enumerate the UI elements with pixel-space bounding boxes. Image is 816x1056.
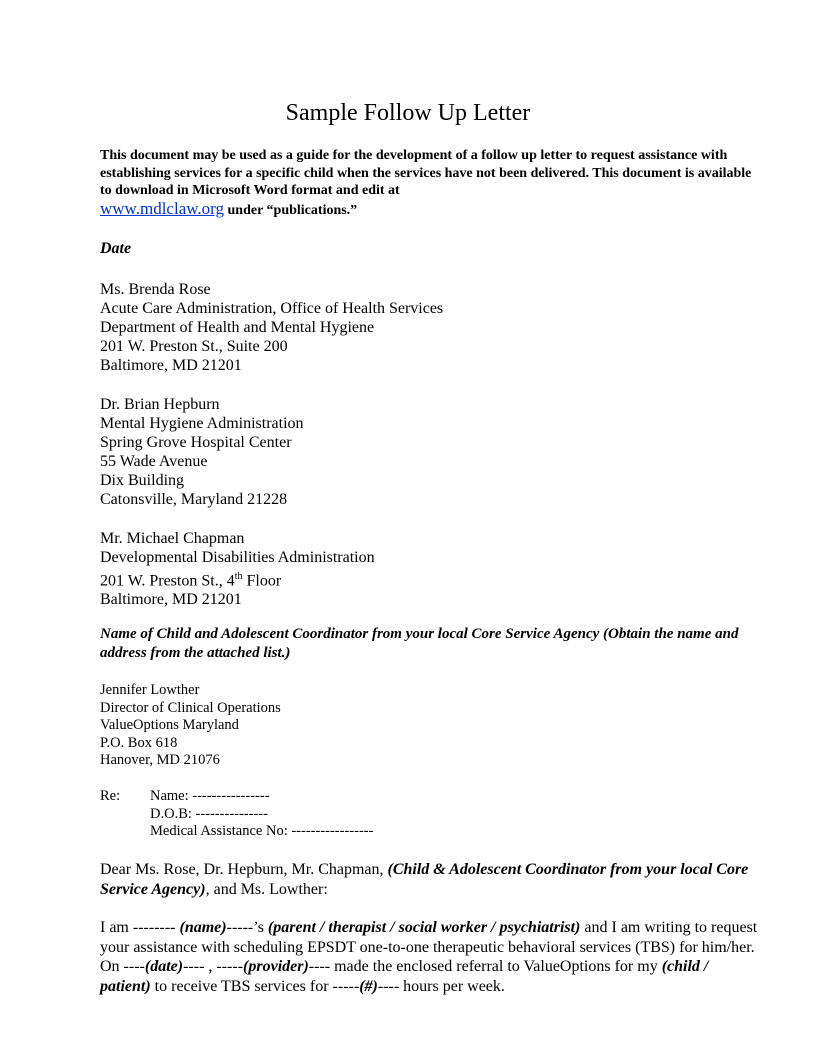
salutation: Dear Ms. Rose, Dr. Hepburn, Mr. Chapman, (Child & Adolescent Coordinator from your local Core Service Agency), and Ms. Lowther: <box>100 861 749 898</box>
page-title: Sample Follow Up Letter <box>285 100 531 126</box>
re-fields <box>150 788 373 841</box>
address-line: Jennifer Lowther <box>100 682 200 698</box>
recipient-line: Mental Hygiene Administration <box>100 415 304 432</box>
address-line: P.O. Box 618 <box>100 734 178 751</box>
address-line: Hanover, MD 21076 <box>100 752 220 769</box>
recipient-line: Developmental Disabilities Administration <box>100 549 375 566</box>
recipient-line: Spring Grove Hospital Center <box>100 434 292 451</box>
re-line: Name: ---------------- <box>150 788 270 804</box>
recipient-line: Department of Health and Mental Hygiene <box>100 319 375 336</box>
re-label: Re: <box>100 788 121 804</box>
re-line: Medical Assistance No: ----------------- <box>150 823 374 840</box>
mdlclaw-link[interactable]: www.mdlclaw.org <box>100 198 225 218</box>
recipient-block-3 <box>100 529 375 609</box>
recipient-line: Dr. Brian Hepburn <box>100 396 220 413</box>
recipient-line: Dix Building <box>100 472 185 489</box>
recipient-line: Mr. Michael Chapman <box>100 530 245 547</box>
intro-after-link: under “publications.” <box>227 202 358 218</box>
re-line: D.O.B: --------------- <box>150 805 268 822</box>
coordinator-address <box>100 682 281 770</box>
recipient-street-line: 201 W. Preston St., 4th Floor <box>100 571 282 590</box>
coordinator-note: Name of Child and Adolescent Coordinator from your local Core Service Agency (Obtain the name and address from the attached list.) <box>100 626 739 661</box>
address-line: ValueOptions Maryland <box>100 717 239 734</box>
body-paragraph: I am -------- (name)-----’s (parent / therapist / social worker / psychiatrist) and I am writing to request your assistance with scheduling EPSDT one-to-one therapeutic behavioral services (TBS) for him/her. On ----(date)---- , -----(provider)---- made the enclosed referral to ValueOptions for my (child / patient) to receive TBS services for -----(#)---- hours per week. <box>100 919 758 995</box>
recipient-line: Ms. Brenda Rose <box>100 281 211 298</box>
recipient-block-2 <box>100 395 304 509</box>
address-line: Director of Clinical Operations <box>100 699 281 716</box>
recipient-block-1 <box>100 280 443 375</box>
date-label: Date <box>100 240 132 257</box>
recipient-line: Catonsville, Maryland 21228 <box>100 491 288 508</box>
recipient-line: Baltimore, MD 21201 <box>100 591 242 609</box>
intro-text: This document may be used as a guide for the development of a follow up letter to request assistance with establishing services for a specific child when the services have not been delivered. This document is available to download in Microsoft Word format and edit at <box>100 148 752 198</box>
intro-paragraph <box>100 147 760 219</box>
recipient-line: 201 W. Preston St., Suite 200 <box>100 338 288 355</box>
recipient-line: Baltimore, MD 21201 <box>100 357 242 374</box>
recipient-line: Acute Care Administration, Office of Health Services <box>100 300 444 317</box>
recipient-line: 55 Wade Avenue <box>100 453 208 470</box>
